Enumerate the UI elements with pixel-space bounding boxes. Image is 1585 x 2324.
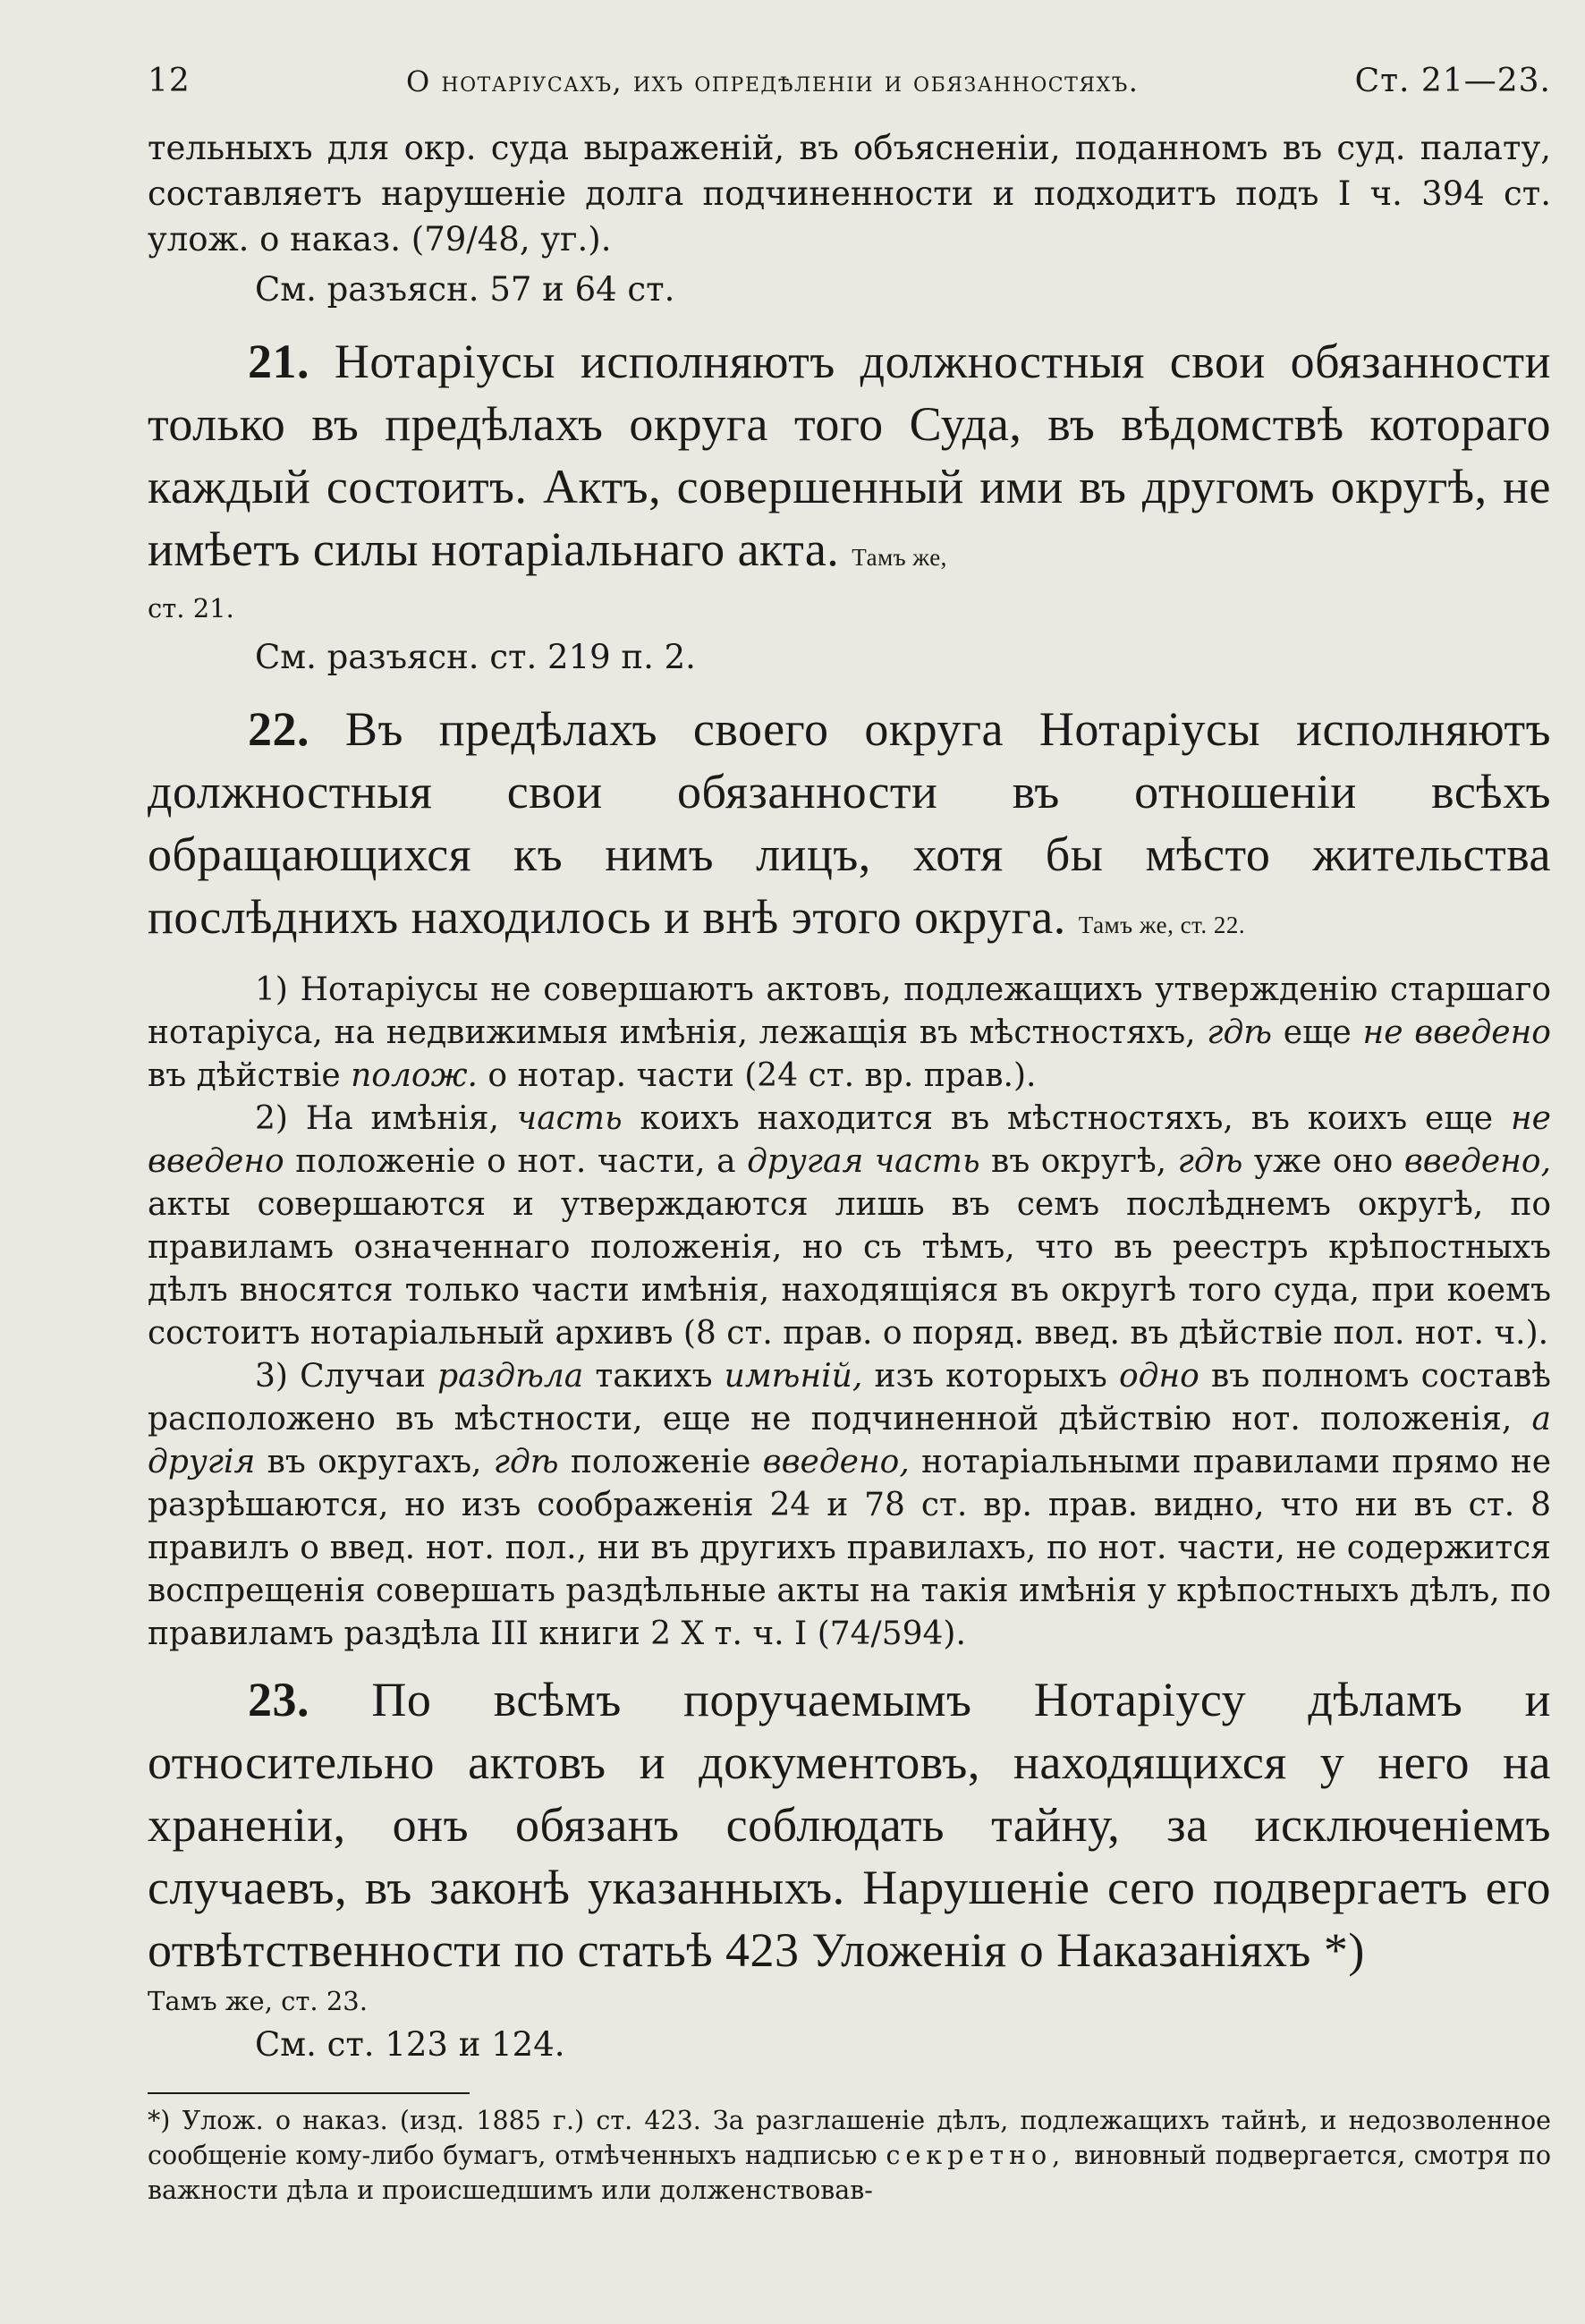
note-2: 2) На имѣнія, часть коихъ находится въ мѣстностяхъ, въ коихъ еще не введено положеніе о нот. части, а другая часть въ округѣ, гдѣ уже оно введено, акты совершаются и утверждаются лишь въ семъ послѣднемъ округѣ, по правиламъ означеннаго положенія, но съ тѣмъ, что въ реестръ крѣпостныхъ дѣлъ вносятся только части имѣнія, находящіяся въ округѣ того суда, при коемъ состоитъ нотаріальный архивъ (8 ст. прав. о поряд. введ. въ дѣйствіе пол. нот. ч.). (148, 1100, 1552, 1352)
see-reference: См. ст. 123 и 124. (255, 2025, 565, 2064)
source-reference: Тамъ же, ст. 23. (148, 1986, 368, 2016)
footnote-divider (148, 2092, 470, 2094)
continuation-paragraph: тельныхъ для окр. суда выраженій, въ объясненіи, поданномъ въ суд. палату, составляетъ нарушеніе долга подчиненности и подходитъ подъ I ч. 394 ст. улож. о наказ. (79/48, уг.). (148, 129, 1551, 259)
article-23 (148, 1668, 1551, 1981)
article-number: 21. (248, 335, 309, 388)
source-reference: Тамъ же, ст. 22. (1078, 912, 1246, 938)
see-reference: См. разъясн. 57 и 64 ст. (255, 270, 675, 309)
article-number: 22. (248, 702, 309, 756)
source-reference-cont: ст. 21. (148, 593, 234, 623)
note-3: 3) Случаи раздѣла такихъ имѣній, изъ которыхъ одно въ полномъ составѣ расположено въ мѣстности, еще не подчиненной дѣйствію нот. положенія, а другія въ округахъ, гдѣ положеніе введено, нотаріальными правилами прямо не разрѣшаются, но изъ соображенія 24 и 78 ст. вр. прав. видно, что ни въ ст. 8 правилъ о введ. нот. пол., ни въ другихъ правилахъ, по нот. части, не содержится воспрещенія совершать раздѣльные акты на такія имѣнія у крѣпостныхъ дѣлъ, по правиламъ раздѣла III книги 2 X т. ч. I (74/594). (148, 1358, 1552, 1652)
see-reference: См. разъясн. ст. 219 п. 2. (255, 638, 696, 676)
article-text: Нотаріусы исполняютъ должностныя свои обязанности только въ предѣлахъ округа того Суда, въ вѣдомствѣ котораго каждый состоитъ. Актъ, совершенный ими въ другомъ округѣ, не имѣетъ силы нотаріальнаго акта. (148, 335, 1551, 576)
article-text: По всѣмъ поручаемымъ Нотаріусу дѣламъ и относительно актовъ и документовъ, находящихся у него на храненіи, онъ обязанъ соблюдать тайну, за исключеніемъ случаевъ, въ законѣ указанныхъ. Нарушеніе сего подвергаетъ его отвѣтственности по статьѣ 423 Уложенія о Наказаніяхъ *) (148, 1673, 1551, 1977)
article-22 (148, 698, 1551, 956)
running-header (148, 63, 1551, 125)
article-number: 23. (248, 1673, 309, 1726)
note-1: 1) Нотаріусы не совершаютъ актовъ, подлежащихъ утвержденію старшаго нотаріуса, на недвижимыя имѣнія, лежащія въ мѣстностяхъ, гдѣ еще не введено въ дѣйствіе полож. о нотар. части (24 ст. вр. прав.). (148, 971, 1551, 1094)
article-21 (148, 330, 1551, 589)
running-title: О нотаріусахъ, ихъ опредѣленіи и обязанностяхъ. (405, 64, 1140, 98)
article-text: Въ предѣлахъ своего округа Нотаріусы исполняютъ должностныя свои обязанности въ отношеніи всѣхъ обращающихся къ нимъ лицъ, хотя бы мѣсто жительства послѣднихъ находилось и внѣ этого округа. (148, 702, 1551, 944)
source-reference: Тамъ же, (852, 544, 947, 571)
article-range: Ст. 21—23. (1354, 63, 1551, 99)
article-22-notes (148, 969, 1551, 1656)
page-number: 12 (148, 63, 191, 99)
footnote: *) Улож. о наказ. (изд. 1885 г.) ст. 423. За разглашеніе дѣлъ, подлежащихъ тайнѣ, и недозволенное сообщеніе кому-либо бумагъ, отмѣченныхъ надписью секретно, виновный подвергается, смотря по важности дѣла и происшедшимъ или долженствовав- (148, 2106, 1551, 2205)
